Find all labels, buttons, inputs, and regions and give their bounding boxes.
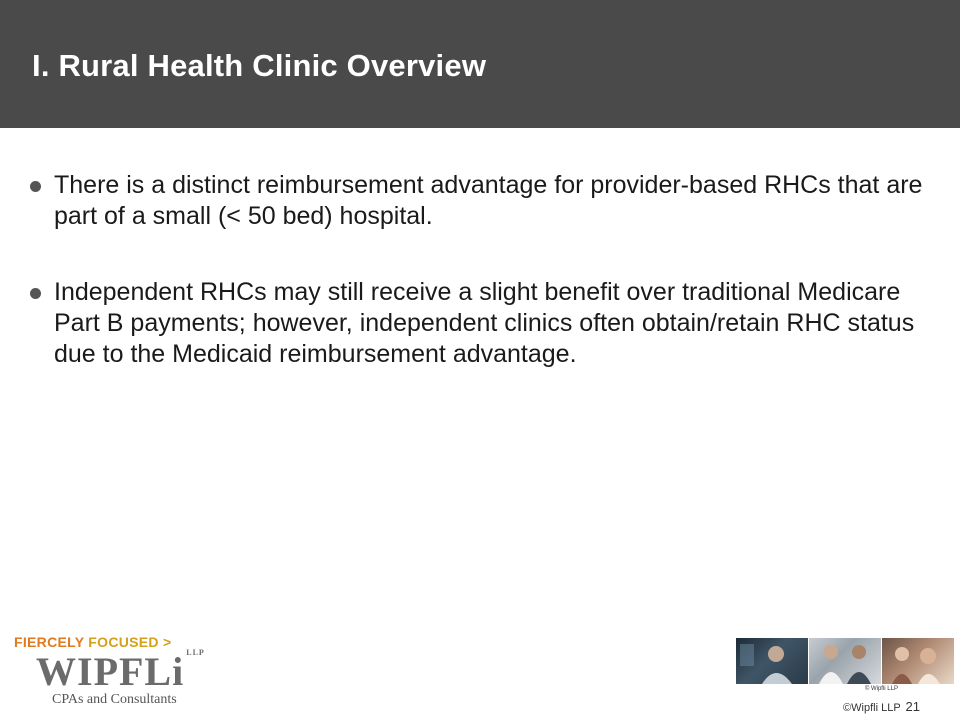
bullet-text: There is a distinct reimbursement advantage for provider-based RHCs that are part of a small (< 50 bed) hospital. (54, 171, 923, 230)
title-bar (0, 0, 960, 128)
bullet-item (30, 170, 930, 232)
bullet-item (30, 277, 930, 370)
tagline-accent: FOCUSED > (88, 634, 172, 650)
logo-subtitle: CPAs and Consultants (52, 692, 177, 707)
wipfli-logo (14, 634, 214, 714)
slide-title: I. Rural Health Clinic Overview (32, 48, 487, 83)
logo-wordmark (36, 648, 205, 695)
page-number: 21 (905, 699, 920, 714)
copyright-text: ©Wipfli LLP (843, 702, 901, 714)
photo-team (882, 638, 954, 684)
bullet-dot-icon (30, 181, 41, 192)
photo-strip (736, 638, 954, 684)
footer-copyright (843, 699, 920, 714)
bullet-dot-icon (30, 288, 41, 299)
wordmark-text: WIPFLi (36, 649, 185, 694)
trademark-mark: LLP (186, 648, 205, 657)
bullet-list (30, 170, 930, 370)
footer (843, 686, 920, 714)
photo-medical-worker (736, 638, 808, 684)
tagline-prefix: FIERCELY (14, 634, 85, 650)
photo-handshake (809, 638, 881, 684)
footer-copyright-small: © Wipfli LLP (864, 686, 898, 692)
bullet-text: Independent RHCs may still receive a slight benefit over traditional Medicare Part B payments; however, independent clinics often obtain/retain RHC status due to the Medicaid reimbursement advantage. (54, 278, 915, 368)
